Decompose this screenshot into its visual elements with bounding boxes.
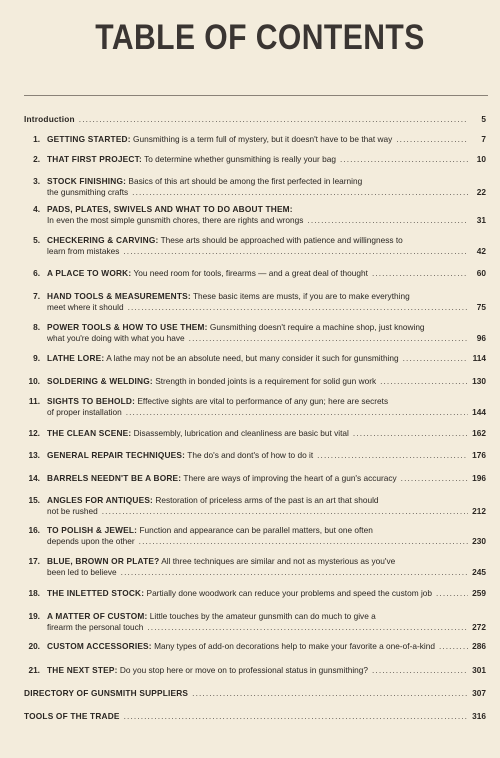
page-number: 230 bbox=[472, 536, 486, 546]
entry-line bbox=[47, 588, 486, 599]
entry-body bbox=[47, 665, 486, 676]
chapter-description: Basics of this art should be among the first perfected in learning bbox=[128, 176, 363, 186]
chapter-number: 18. bbox=[28, 588, 40, 598]
chapter-description: Restoration of priceless arms of the past is an art that should bbox=[155, 495, 379, 505]
chapter-description: Little touches by the amateur gunsmith can do much to give a bbox=[149, 611, 376, 621]
chapter-title: THAT FIRST PROJECT: bbox=[47, 154, 142, 164]
entry-first-line bbox=[47, 495, 486, 506]
entry-body bbox=[47, 473, 486, 484]
entry-body bbox=[47, 525, 486, 547]
chapter-number: 16. bbox=[28, 525, 40, 535]
chapter-title: DIRECTORY OF GUNSMITH SUPPLIERS bbox=[24, 688, 189, 698]
chapter-title: SIGHTS TO BEHOLD: bbox=[47, 396, 136, 406]
chapter-description: Gunsmithing doesn't require a machine shop, just knowing bbox=[209, 322, 425, 332]
chapter-description-continued: not be rushed bbox=[47, 506, 98, 516]
entry-last-line bbox=[47, 567, 486, 578]
chapter-title: THE NEXT STEP: bbox=[47, 665, 118, 675]
dot-leader bbox=[124, 711, 468, 722]
page-number: 60 bbox=[476, 268, 486, 278]
chapter-description-continued: the gunsmithing crafts bbox=[47, 187, 129, 197]
chapter-number: 9. bbox=[33, 353, 40, 363]
dot-leader bbox=[126, 407, 468, 418]
dot-leader bbox=[436, 588, 468, 599]
dot-leader bbox=[189, 333, 468, 344]
page-number: 301 bbox=[472, 665, 486, 675]
chapter-title: CHECKERING & CARVING: bbox=[47, 235, 159, 245]
page-number: 5 bbox=[481, 114, 486, 124]
entry-text bbox=[47, 154, 336, 165]
entry-last-line bbox=[47, 215, 486, 226]
chapter-number: 11. bbox=[28, 396, 40, 406]
entry-body bbox=[47, 611, 486, 633]
chapter-description: Strength in bonded joints is a requirement for solid gun work bbox=[155, 376, 377, 386]
entry-body bbox=[47, 268, 486, 279]
chapter-title: GETTING STARTED: bbox=[47, 134, 131, 144]
entry-body bbox=[24, 688, 486, 699]
chapter-number: 17. bbox=[28, 556, 40, 566]
entry-first-line bbox=[47, 556, 486, 567]
chapter-description-continued: meet where it should bbox=[47, 302, 124, 312]
chapter-number: 6. bbox=[33, 268, 40, 278]
entry-text bbox=[47, 268, 368, 279]
entry-line bbox=[47, 665, 486, 676]
entry-body bbox=[24, 114, 486, 125]
chapter-title: ANGLES FOR ANTIQUES: bbox=[47, 495, 154, 505]
chapter-number: 2. bbox=[33, 154, 40, 164]
chapter-description: Partially done woodwork can reduce your problems and speed the custom job bbox=[146, 588, 433, 598]
page-number: 272 bbox=[472, 622, 486, 632]
page-number: 22 bbox=[476, 187, 486, 197]
entry-body bbox=[47, 641, 486, 652]
page-number: 10 bbox=[476, 154, 486, 164]
entry-text bbox=[24, 688, 188, 699]
page-number: 162 bbox=[472, 428, 486, 438]
entry-body bbox=[47, 291, 486, 313]
entry-text bbox=[47, 641, 435, 652]
chapter-description: Function and appearance can be parallel matters, but one often bbox=[139, 525, 373, 535]
entry-line bbox=[24, 688, 486, 699]
entry-first-line bbox=[47, 611, 486, 622]
chapter-title: A MATTER OF CUSTOM: bbox=[47, 611, 148, 621]
chapter-number: 14. bbox=[28, 473, 40, 483]
dot-leader bbox=[401, 473, 468, 484]
chapter-title: THE CLEAN SCENE: bbox=[47, 428, 132, 438]
entry-text bbox=[24, 114, 75, 125]
chapter-description: All three techniques are similar and not as mysterious as you've bbox=[161, 556, 396, 566]
chapter-description-continued: what you're doing with what you have bbox=[47, 333, 185, 343]
entry-body bbox=[47, 204, 486, 226]
chapter-description-continued: learn from mistakes bbox=[47, 246, 120, 256]
entry-body bbox=[47, 176, 486, 198]
entry-last-line bbox=[47, 506, 486, 517]
entry-text bbox=[47, 134, 392, 145]
chapter-title: A PLACE TO WORK: bbox=[47, 268, 132, 278]
entry-last-line bbox=[47, 302, 486, 313]
page-number: 114 bbox=[472, 353, 486, 363]
chapter-number: 5. bbox=[33, 235, 40, 245]
page-number: 144 bbox=[472, 407, 486, 417]
dot-leader bbox=[192, 688, 468, 699]
entry-body bbox=[47, 428, 486, 439]
dot-leader bbox=[139, 536, 468, 547]
dot-leader bbox=[132, 187, 468, 198]
entry-text bbox=[47, 588, 432, 599]
chapter-description-continued: depends upon the other bbox=[47, 536, 135, 546]
chapter-title: BARRELS NEEDN'T BE A BORE: bbox=[47, 473, 182, 483]
chapter-description: To determine whether gunsmithing is really your bag bbox=[144, 154, 336, 164]
entry-text bbox=[47, 665, 368, 676]
chapter-number: 15. bbox=[28, 495, 40, 505]
entry-text bbox=[24, 711, 120, 722]
dot-leader bbox=[372, 268, 468, 279]
entry-last-line bbox=[47, 187, 486, 198]
dot-leader bbox=[79, 114, 468, 125]
entry-body bbox=[47, 154, 486, 165]
page-number: 245 bbox=[472, 567, 486, 577]
entry-line bbox=[47, 376, 486, 387]
chapter-description: These basic items are musts, if you are to make everything bbox=[192, 291, 410, 301]
chapter-description: These arts should be approached with patience and willingness to bbox=[160, 235, 403, 245]
chapter-number: 13. bbox=[28, 450, 40, 460]
chapter-number: 7. bbox=[33, 291, 40, 301]
entry-body bbox=[47, 134, 486, 145]
chapter-title: HAND TOOLS & MEASUREMENTS: bbox=[47, 291, 191, 301]
entry-text bbox=[47, 353, 399, 364]
chapter-title: LATHE LORE: bbox=[47, 353, 105, 363]
chapter-description: Gunsmithing is a term full of mystery, but it doesn't have to be that way bbox=[133, 134, 393, 144]
entry-line bbox=[47, 268, 486, 279]
dot-leader bbox=[121, 567, 468, 578]
entry-body bbox=[47, 376, 486, 387]
chapter-title: POWER TOOLS & HOW TO USE THEM: bbox=[47, 322, 208, 332]
entry-last-line bbox=[47, 333, 486, 344]
chapter-description: Many types of add-on decorations help to make your favorite a one-of-a-kind bbox=[154, 641, 435, 651]
page-number: 130 bbox=[472, 376, 486, 386]
chapter-description: The do's and dont's of how to do it bbox=[187, 450, 314, 460]
entry-body bbox=[47, 322, 486, 344]
page-number: 212 bbox=[472, 506, 486, 516]
entry-body bbox=[47, 353, 486, 364]
header-divider bbox=[24, 95, 488, 96]
page-number: 75 bbox=[476, 302, 486, 312]
entry-text bbox=[47, 450, 313, 461]
chapter-number: 10. bbox=[28, 376, 40, 386]
chapter-number: 12. bbox=[28, 428, 40, 438]
page-number: 7 bbox=[481, 134, 486, 144]
dot-leader bbox=[403, 353, 468, 364]
entry-body bbox=[47, 450, 486, 461]
chapter-description-continued: been led to believe bbox=[47, 567, 117, 577]
entry-body bbox=[47, 588, 486, 599]
chapter-description: Disassembly, lubrication and cleanliness are basic but vital bbox=[133, 428, 349, 438]
chapter-title: SOLDERING & WELDING: bbox=[47, 376, 153, 386]
chapter-number: 19. bbox=[28, 611, 40, 621]
entry-line bbox=[24, 114, 486, 125]
entry-text bbox=[47, 428, 349, 439]
entry-line bbox=[47, 641, 486, 652]
page-number: 307 bbox=[472, 688, 486, 698]
dot-leader bbox=[307, 215, 468, 226]
entry-line bbox=[47, 154, 486, 165]
chapter-number: 4. bbox=[33, 204, 40, 214]
entry-line bbox=[47, 353, 486, 364]
page-title: TABLE OF CONTENTS bbox=[95, 18, 425, 57]
page-number: 31 bbox=[476, 215, 486, 225]
chapter-title: PADS, PLATES, SWIVELS AND WHAT TO DO ABOUT THEM: bbox=[47, 204, 293, 214]
entry-first-line bbox=[47, 396, 486, 407]
page-number: 42 bbox=[476, 246, 486, 256]
entry-first-line bbox=[47, 235, 486, 246]
dot-leader bbox=[128, 302, 468, 313]
entry-body bbox=[47, 396, 486, 418]
entry-first-line bbox=[47, 291, 486, 302]
page-number: 196 bbox=[472, 473, 486, 483]
dot-leader bbox=[396, 134, 468, 145]
entry-first-line bbox=[47, 204, 486, 215]
chapter-number: 20. bbox=[28, 641, 40, 651]
chapter-number: 21. bbox=[28, 665, 40, 675]
chapter-description: You need room for tools, firearms — and a great deal of thought bbox=[133, 268, 368, 278]
page-number: 316 bbox=[472, 711, 486, 721]
entry-line bbox=[47, 450, 486, 461]
dot-leader bbox=[372, 665, 468, 676]
chapter-title: THE INLETTED STOCK: bbox=[47, 588, 145, 598]
chapter-description-continued: In even the most simple gunsmith chores, there are rights and wrongs bbox=[47, 215, 304, 225]
dot-leader bbox=[340, 154, 468, 165]
entry-first-line bbox=[47, 176, 486, 187]
entry-first-line bbox=[47, 525, 486, 536]
page-number: 259 bbox=[472, 588, 486, 598]
entry-last-line bbox=[47, 407, 486, 418]
chapter-title: TOOLS OF THE TRADE bbox=[24, 711, 120, 721]
dot-leader bbox=[147, 622, 468, 633]
page-number: 96 bbox=[476, 333, 486, 343]
entry-line bbox=[47, 428, 486, 439]
chapter-description: Effective sights are vital to performance of any gun; here are secrets bbox=[137, 396, 389, 406]
chapter-number: 8. bbox=[33, 322, 40, 332]
entry-line bbox=[47, 134, 486, 145]
dot-leader bbox=[102, 506, 468, 517]
chapter-title: BLUE, BROWN OR PLATE? bbox=[47, 556, 160, 566]
chapter-description: A lathe may not be an absolute need, but many consider it such for gunsmithing bbox=[106, 353, 399, 363]
entry-body bbox=[24, 711, 486, 722]
entry-body bbox=[47, 235, 486, 257]
entry-first-line bbox=[47, 322, 486, 333]
entry-last-line bbox=[47, 246, 486, 257]
chapter-title: TO POLISH & JEWEL: bbox=[47, 525, 138, 535]
page-number: 176 bbox=[472, 450, 486, 460]
chapter-description-continued: of proper installation bbox=[47, 407, 122, 417]
dot-leader bbox=[123, 246, 468, 257]
entry-last-line bbox=[47, 536, 486, 547]
entry-last-line bbox=[47, 622, 486, 633]
chapter-description-continued: firearm the personal touch bbox=[47, 622, 144, 632]
chapter-description: Do you stop here or move on to professional status in gunsmithing? bbox=[119, 665, 369, 675]
entry-body bbox=[47, 495, 486, 517]
dot-leader bbox=[353, 428, 468, 439]
entry-text bbox=[47, 376, 376, 387]
dot-leader bbox=[380, 376, 468, 387]
chapter-title: GENERAL REPAIR TECHNIQUES: bbox=[47, 450, 186, 460]
chapter-number: 1. bbox=[33, 134, 40, 144]
chapter-title: CUSTOM ACCESSORIES: bbox=[47, 641, 152, 651]
dot-leader bbox=[317, 450, 468, 461]
chapter-title: STOCK FINISHING: bbox=[47, 176, 127, 186]
entry-line bbox=[47, 473, 486, 484]
chapter-title: Introduction bbox=[24, 114, 75, 124]
page-number: 286 bbox=[472, 641, 486, 651]
entry-text bbox=[47, 473, 397, 484]
dot-leader bbox=[439, 641, 468, 652]
chapter-description: There are ways of improving the heart of a gun's accuracy bbox=[183, 473, 397, 483]
chapter-number: 3. bbox=[33, 176, 40, 186]
entry-body bbox=[47, 556, 486, 578]
entry-line bbox=[24, 711, 486, 722]
